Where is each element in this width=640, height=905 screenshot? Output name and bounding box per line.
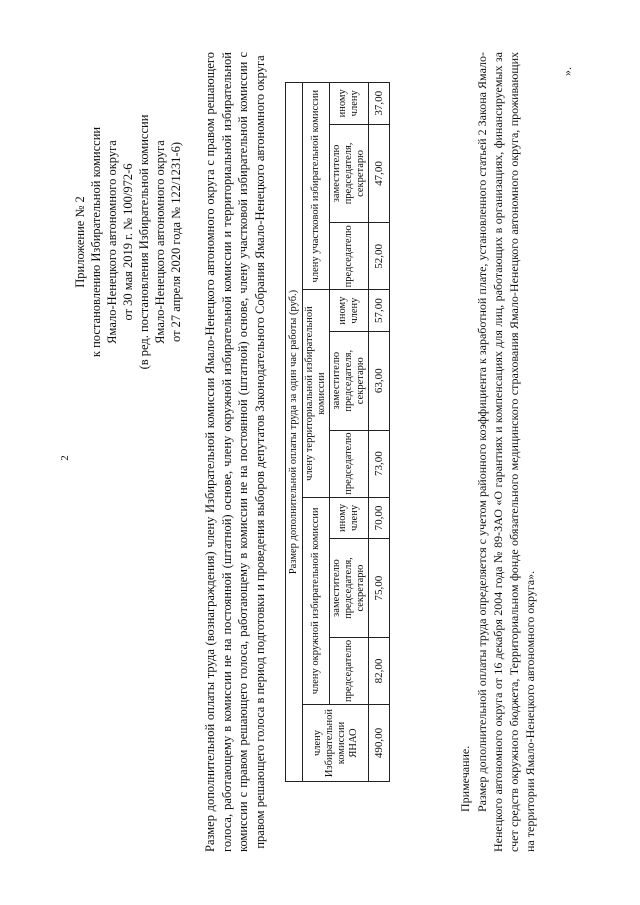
sub-header-other: иному члену	[330, 497, 369, 539]
page-number: 2	[58, 455, 71, 461]
header-line: Ямало-Ненецкого автономного округа	[153, 140, 167, 344]
table-cell: 70,00	[369, 497, 390, 539]
appendix-header	[72, 42, 184, 442]
payment-table	[285, 82, 390, 782]
table-cell: 75,00	[369, 539, 390, 638]
header-member-ik: члену Избирательной комиссии ЯНАО	[303, 705, 369, 782]
header-line: от 30 мая 2019 г. № 100/972-6	[121, 163, 135, 321]
table-cell: 52,00	[369, 223, 390, 290]
header-line: от 27 апреля 2020 года № 122/1231-6)	[169, 142, 183, 342]
table-cell: 63,00	[369, 331, 390, 430]
header-terr: члену территориальной избирательной комиссии	[303, 290, 330, 497]
table-row	[369, 83, 390, 782]
closing-quote: ».	[560, 67, 574, 76]
sub-header-chair: председателю	[330, 430, 369, 497]
table-cell: 37,00	[369, 83, 390, 125]
header-line: к постановлению Избирательной комиссии	[89, 126, 103, 358]
table-cell: 490,00	[369, 705, 390, 782]
sub-header-other: иному члену	[330, 83, 369, 125]
note-title: Примечание.	[458, 745, 472, 812]
header-uch: члену участковой избирательной комиссии	[303, 83, 330, 290]
sub-header-deputy: заместителю председателя, секретарю	[330, 539, 369, 638]
table-cell: 82,00	[369, 637, 390, 704]
header-line: (в ред. постановления Избирательной комиссии	[137, 114, 151, 370]
header-line: Приложение № 2	[73, 196, 87, 288]
header-okrug: члену окружной избирательной комиссии	[303, 497, 330, 704]
table-cell: 47,00	[369, 124, 390, 223]
sub-header-deputy: заместителю председателя, секретарю	[330, 331, 369, 430]
sub-header-chair: председателю	[330, 223, 369, 290]
rotated-page-content	[40, 22, 600, 882]
header-line: Ямало-Ненецкого автономного округа	[105, 140, 119, 344]
table-caption: Размер дополнительной оплаты труда за один час работы (руб.)	[286, 83, 303, 782]
table-cell: 57,00	[369, 290, 390, 332]
sub-header-chair: председателю	[330, 637, 369, 704]
sub-header-deputy: заместителю председателя, секретарю	[330, 124, 369, 223]
note-text: Размер дополнительной оплаты труда определяется с учетом районного коэффициента к заработной плате, установленного статьей 2 Закона Ямало-Ненецкого автономного округа от 16 декабря 2004 года № 89-ЗАО «О гарантиях и компенсациях для лиц, работающих в организациях, финансируемых за счет средств окружного бюджета, Территориальном фонде обязательного медицинского страхования Ямало-Ненецкого автономного округа, проживающих на территории Ямало-Ненецкого автономного округа».	[475, 52, 537, 852]
sub-header-other: иному члену	[330, 290, 369, 332]
document-title: Размер дополнительной оплаты труда (вознаграждения) члену Избирательной комиссии Ямало-Ненецкого автономного округа с правом решающего голоса, работающему в комиссии не на постоянной (штатной) основе, члену окружной избирательной комиссии и территориальной избирательной комиссии с правом решающего голоса, работающему в комиссии не на постоянной (штатной) основе, члену участковой избирательной комиссии с правом решающего голоса в период подготовки и проведения выборов депутатов Законодательного Собрания Ямало-Ненецкого автономного округа	[203, 52, 267, 852]
table-cell: 73,00	[369, 430, 390, 497]
